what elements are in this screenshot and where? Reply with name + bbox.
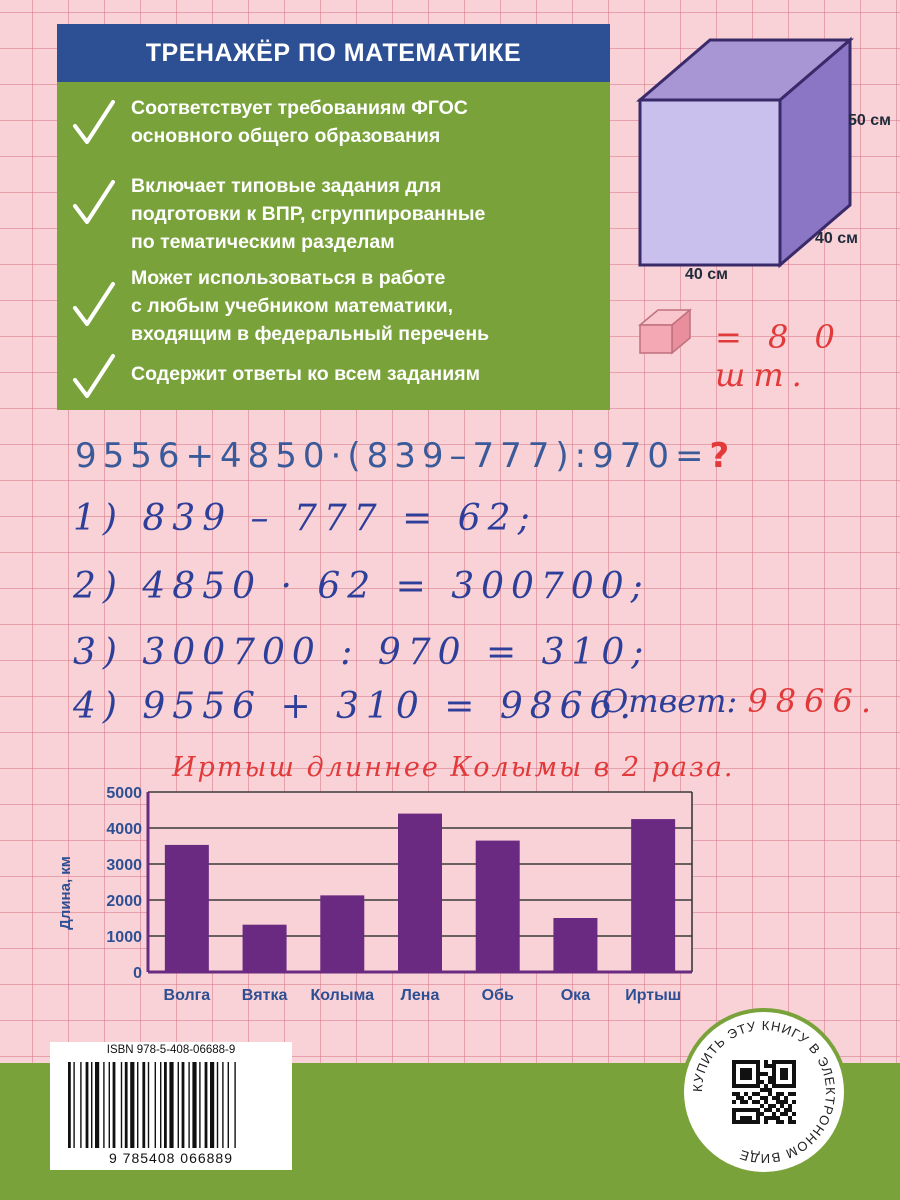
qr-module [752, 1092, 756, 1096]
barcode-bar [182, 1062, 185, 1148]
category-label: Ока [560, 987, 591, 1004]
qr-module [760, 1096, 764, 1100]
qr-module [732, 1120, 736, 1124]
qr-module [756, 1064, 760, 1068]
qr-module [788, 1108, 792, 1112]
barcode-bar [217, 1062, 218, 1148]
qr-module [740, 1084, 744, 1088]
qr-module [732, 1076, 736, 1080]
math-expression [75, 436, 735, 476]
qr-module [744, 1060, 748, 1064]
qr-module [756, 1112, 760, 1116]
qr-module [772, 1080, 776, 1084]
qr-module [732, 1084, 736, 1088]
qr-module [776, 1108, 780, 1112]
barcode-bar [192, 1062, 196, 1148]
qr-module [752, 1060, 756, 1064]
barcode-bar [121, 1062, 122, 1148]
barcode-bar [188, 1062, 189, 1148]
barcode-bar [95, 1062, 99, 1148]
qr-module [768, 1080, 772, 1084]
bar-chart [30, 770, 730, 1015]
qr-module [760, 1104, 764, 1108]
answer-label: Ответ: [602, 682, 738, 720]
qr-module [736, 1096, 740, 1100]
qr-module [744, 1100, 748, 1104]
qr-module [780, 1060, 784, 1064]
y-tick-label: 0 [133, 965, 142, 982]
qr-module [780, 1104, 784, 1108]
qr-module [764, 1072, 768, 1076]
barcode-bar [109, 1062, 110, 1148]
qr-badge[interactable] [680, 1008, 848, 1176]
qr-module [748, 1120, 752, 1124]
qr-module [764, 1088, 768, 1092]
qr-module [784, 1068, 788, 1072]
qr-module [744, 1072, 748, 1076]
info-box [57, 24, 610, 410]
qr-module [744, 1116, 748, 1120]
check-icon [71, 178, 117, 228]
qr-module [788, 1060, 792, 1064]
qr-module [748, 1068, 752, 1072]
category-label: Иртыш [625, 987, 682, 1004]
barcode-bar [91, 1062, 92, 1148]
qr-module [756, 1068, 760, 1072]
qr-module [768, 1088, 772, 1092]
bar-4 [476, 841, 520, 972]
bar-3 [398, 814, 442, 972]
qr-module [772, 1068, 776, 1072]
qr-module [788, 1120, 792, 1124]
qr-module [740, 1096, 744, 1100]
barcode-bar [148, 1062, 149, 1148]
qr-module [784, 1096, 788, 1100]
qr-module [756, 1092, 760, 1096]
qr-module [772, 1112, 776, 1116]
qr-module [752, 1084, 756, 1088]
qr-module [760, 1088, 764, 1092]
qr-code-icon [732, 1060, 796, 1124]
qr-module [768, 1076, 772, 1080]
qr-module [780, 1120, 784, 1124]
y-axis-label: Длина, км [57, 856, 74, 930]
qr-module [784, 1100, 788, 1104]
qr-module [732, 1100, 736, 1104]
qr-module [732, 1092, 736, 1096]
barcode-bar [234, 1062, 235, 1148]
barcode-bar [199, 1062, 200, 1148]
qr-badge-text: КУПИТЬ ЭТУ КНИГУ В ЭЛЕКТРОННОМ ВИДЕ [689, 1017, 839, 1167]
y-tick-label: 1000 [106, 929, 142, 946]
qr-module [740, 1108, 744, 1112]
qr-module [756, 1060, 760, 1064]
qr-module [736, 1084, 740, 1088]
qr-module [764, 1116, 768, 1120]
category-label: Обь [481, 987, 514, 1004]
qr-module [756, 1084, 760, 1088]
chart-categories [164, 987, 682, 1004]
barcode-bar [80, 1062, 81, 1148]
qr-module [792, 1092, 796, 1096]
qr-module [760, 1072, 764, 1076]
qr-module [764, 1100, 768, 1104]
barcode-bar [160, 1062, 161, 1148]
cube-front-face [640, 100, 780, 265]
barcode-bar [125, 1062, 128, 1148]
qr-module [776, 1120, 780, 1124]
barcode-bar [73, 1062, 74, 1148]
qr-module [772, 1072, 776, 1076]
barcode-bar [137, 1062, 138, 1148]
qr-module [792, 1100, 796, 1104]
bar-2 [320, 895, 364, 972]
qr-module [764, 1064, 768, 1068]
qr-module [756, 1120, 760, 1124]
qr-module [740, 1100, 744, 1104]
feature-text: Может использоваться в работе с любым учебником математики, входящим в федеральный перечень [131, 267, 490, 345]
qr-module [772, 1116, 776, 1120]
qr-module [780, 1092, 784, 1096]
qr-module [784, 1072, 788, 1076]
small-cube-answer: = 8 0 шт. [715, 318, 843, 394]
qr-module [760, 1080, 764, 1084]
qr-module [748, 1108, 752, 1112]
qr-module [744, 1092, 748, 1096]
qr-module [736, 1120, 740, 1124]
y-tick-label: 2000 [106, 893, 142, 910]
qr-module [776, 1084, 780, 1088]
qr-module [744, 1068, 748, 1072]
qr-module [784, 1060, 788, 1064]
qr-module [752, 1100, 756, 1104]
answer-line [602, 682, 879, 720]
qr-module [792, 1080, 796, 1084]
qr-module [740, 1120, 744, 1124]
qr-module [792, 1072, 796, 1076]
qr-module [732, 1068, 736, 1072]
barcode-lines [64, 1062, 278, 1150]
barcode-bar [142, 1062, 145, 1148]
qr-module [792, 1064, 796, 1068]
feature-text: Включает типовые задания для подготовки к ВПР, сгруппированные по тематическим разделам [131, 175, 486, 253]
qr-badge-drawing [684, 1012, 844, 1172]
barcode-bar [68, 1062, 71, 1148]
qr-module [780, 1072, 784, 1076]
qr-module [784, 1084, 788, 1088]
qr-module [752, 1108, 756, 1112]
qr-module [768, 1092, 772, 1096]
feature-text: Содержит ответы ко всем заданиям [131, 363, 480, 385]
qr-module [788, 1116, 792, 1120]
qr-module [748, 1084, 752, 1088]
qr-module [792, 1084, 796, 1088]
info-title: ТРЕНАЖЁР ПО МАТЕМАТИКЕ [57, 24, 610, 82]
qr-module [772, 1084, 776, 1088]
cube-height-label: 50 см [848, 112, 891, 129]
bar-6 [631, 819, 675, 972]
qr-module [740, 1072, 744, 1076]
y-tick-label: 5000 [106, 785, 142, 802]
qr-module [776, 1116, 780, 1120]
qr-module [756, 1076, 760, 1080]
y-tick-label: 4000 [106, 821, 142, 838]
qr-module [784, 1112, 788, 1116]
qr-module [780, 1112, 784, 1116]
qr-module [780, 1068, 784, 1072]
qr-module [792, 1068, 796, 1072]
bar-5 [553, 918, 597, 972]
category-label: Вятка [241, 987, 288, 1004]
qr-module [792, 1120, 796, 1124]
qr-module [748, 1072, 752, 1076]
qr-module [756, 1080, 760, 1084]
qr-module [760, 1112, 764, 1116]
qr-module [756, 1108, 760, 1112]
qr-module [732, 1072, 736, 1076]
qr-module [748, 1116, 752, 1120]
qr-module [744, 1076, 748, 1080]
qr-module [776, 1100, 780, 1104]
bar-0 [165, 845, 209, 972]
qr-module [764, 1060, 768, 1064]
barcode-bar [228, 1062, 229, 1148]
qr-module [732, 1064, 736, 1068]
qr-module [764, 1108, 768, 1112]
qr-module [732, 1060, 736, 1064]
qr-module [736, 1108, 740, 1112]
barcode-bar [222, 1062, 223, 1148]
qr-module [768, 1116, 772, 1120]
solution-step: 2) 4850 · 62 = 300700; [73, 566, 650, 607]
qr-module [736, 1092, 740, 1096]
qr-module [736, 1060, 740, 1064]
cube-width-label: 40 см [685, 266, 728, 283]
barcode-bar [130, 1062, 134, 1148]
category-label: Колыма [310, 987, 375, 1004]
barcode-bar [155, 1062, 156, 1148]
qr-module [772, 1076, 776, 1080]
barcode-bar [169, 1062, 173, 1148]
y-tick-label: 3000 [106, 857, 142, 874]
qr-module [784, 1076, 788, 1080]
qr-module [740, 1068, 744, 1072]
qr-module [776, 1092, 780, 1096]
qr-module [792, 1060, 796, 1064]
qr-module [744, 1120, 748, 1124]
solution-step: 3) 300700 : 970 = 310; [73, 632, 651, 673]
qr-module [744, 1108, 748, 1112]
barcode-bar [164, 1062, 167, 1148]
qr-module [764, 1120, 768, 1124]
qr-module [740, 1116, 744, 1120]
qr-module [780, 1084, 784, 1088]
qr-module [772, 1060, 776, 1064]
qr-module [768, 1104, 772, 1108]
qr-module [732, 1116, 736, 1120]
expression-text: 9556+4850·(839–777):970= [75, 436, 710, 476]
qr-module [732, 1080, 736, 1084]
qr-module [772, 1104, 776, 1108]
qr-module [788, 1104, 792, 1108]
qr-module [776, 1060, 780, 1064]
small-cube-front [640, 325, 672, 353]
qr-module [792, 1076, 796, 1080]
qr-module [748, 1060, 752, 1064]
barcode-bar [113, 1062, 116, 1148]
qr-module [764, 1084, 768, 1088]
chart-ticks [106, 785, 142, 982]
qr-module [780, 1076, 784, 1080]
barcode-bar [205, 1062, 208, 1148]
barcode-number: 9 785408 066889 [109, 1150, 233, 1166]
qr-module [768, 1064, 772, 1068]
barcode-bar [178, 1062, 179, 1148]
qr-module [788, 1092, 792, 1096]
qr-module [784, 1108, 788, 1112]
qr-module [756, 1116, 760, 1120]
check-icon [71, 98, 117, 148]
qr-module [788, 1084, 792, 1088]
cube-depth-label: 40 см [815, 230, 858, 247]
qr-module [748, 1096, 752, 1100]
qr-module [764, 1096, 768, 1100]
isbn-text: ISBN 978-5-408-06688-9 [106, 1044, 236, 1056]
expression-question: ? [709, 436, 736, 476]
barcode-bar [86, 1062, 89, 1148]
qr-module [780, 1100, 784, 1104]
qr-module [748, 1076, 752, 1080]
feature-text: Соответствует требованиям ФГОС основного общего образования [131, 97, 468, 147]
qr-module [732, 1112, 736, 1116]
chart-note: Иртыш длиннее Колымы в 2 раза. [172, 752, 735, 783]
qr-module [732, 1108, 736, 1112]
category-label: Лена [400, 987, 440, 1004]
category-label: Волга [163, 987, 211, 1004]
qr-module [740, 1060, 744, 1064]
qr-module [756, 1100, 760, 1104]
barcode-bar [103, 1062, 104, 1148]
qr-module [772, 1064, 776, 1068]
qr-module [772, 1096, 776, 1100]
bar-1 [243, 925, 287, 972]
qr-module [752, 1120, 756, 1124]
check-icon [71, 352, 117, 402]
qr-module [744, 1084, 748, 1088]
barcode-box [50, 1042, 292, 1170]
check-icon [71, 280, 117, 330]
qr-module [776, 1096, 780, 1100]
qr-module [792, 1112, 796, 1116]
qr-module [756, 1072, 760, 1076]
solution-step: 1) 839 – 777 = 62; [73, 498, 537, 539]
qr-module [740, 1076, 744, 1080]
qr-module [768, 1108, 772, 1112]
barcode-bar [210, 1062, 214, 1148]
solution-step: 4) 9556 + 310 = 9866. [73, 686, 638, 727]
answer-value: 9866. [747, 682, 880, 720]
